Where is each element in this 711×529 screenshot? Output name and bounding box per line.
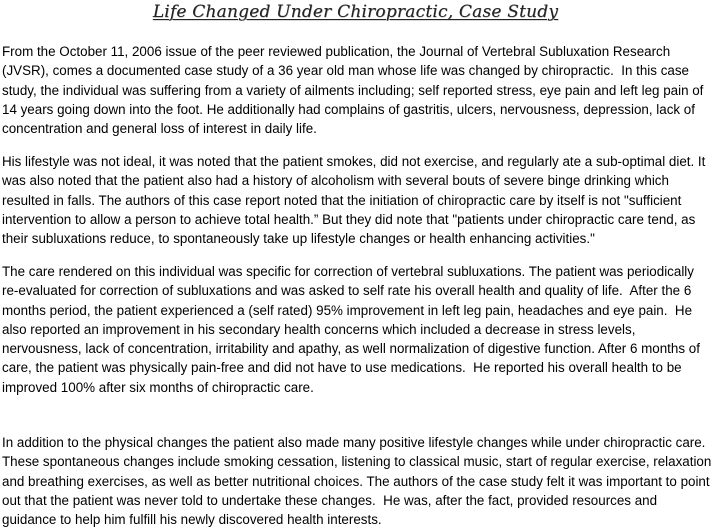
paragraph-case-intro (2, 42, 710, 138)
text-line: resulted in falls. The authors of this case report noted that the initiation of chiropractic care by itself is not "sufficient (2, 192, 682, 208)
text-line: From the October 11, 2006 issue of the peer reviewed publication, the Journal of Vertebral Subluxation Research (2, 44, 671, 59)
document-title: Life Changed Under Chiropractic, Case Study (152, 2, 559, 22)
text-line: months period, the patient experienced a (self rated) 95% improvement in left leg pain, headaches and eye pain. He (2, 302, 693, 318)
text-line: guidance to help him fulfill his newly discovered health interests. (2, 512, 382, 528)
text-line: nervousness, lack of concentration, irritability and apathy, as well normalization of digestive function. After 6 months of (2, 341, 700, 357)
text-line: also reported an improvement in his secondary health concerns which included a decrease in stress levels, (2, 321, 636, 337)
text-line: re-evaluated for correction of subluxations and was asked to self rate his overall health and quality of life. After the 6 (2, 283, 692, 299)
text-line: study, the individual was suffering from a variety of ailments including; self reported stress, eye pain and left leg pain of (2, 82, 704, 98)
text-line: His lifestyle was not ideal, it was noted that the patient smokes, did not exercise, and regularly ate a sub-optimal diet. It (2, 154, 706, 169)
text-line: These spontaneous changes include smoking cessation, listening to classical music, start of regular exercise, relaxation (2, 454, 711, 470)
text-line: care, the patient was physically pain-free and did not have to use medications. He reported his overall health to be (2, 360, 682, 376)
text-line: and breathing exercises, as well as better nutritional choices. The authors of the case study felt it was important to point (2, 473, 710, 489)
text-line: their subluxations reduce, to spontaneously take up lifestyle changes or health enhancing activities." (2, 231, 595, 247)
text-line: (JVSR), comes a documented case study of a 36 year old man whose life was changed by chiropractic. In this case (2, 63, 689, 79)
text-line: In addition to the physical changes the patient also made many positive lifestyle changes while under chiropractic care. (2, 435, 706, 450)
text-line: improved 100% after six months of chiropractic care. (2, 379, 314, 395)
text-line: out that the patient was never told to undertake these changes. He was, after the fact, provided resources and (2, 492, 658, 508)
text-line: The care rendered on this individual was specific for correction of vertebral subluxations. The patient was periodically (2, 264, 694, 279)
text-line: concentration and general loss of interest in daily life. (2, 121, 317, 137)
text-line: was also noted that the patient also had a history of alcoholism with several bouts of severe binge drinking which (2, 173, 669, 189)
paragraph-lifestyle (2, 152, 710, 248)
text-line: 14 years going down into the foot. He additionally had complains of gastritis, ulcers, nervousness, depression, lack of (2, 101, 695, 117)
paragraph-lifestyle-changes (2, 433, 710, 529)
text-line: intervention to allow a person to achieve total health.” But they did note that "patients under chiropractic care tend, as (2, 211, 696, 227)
paragraph-care-results (2, 262, 710, 397)
